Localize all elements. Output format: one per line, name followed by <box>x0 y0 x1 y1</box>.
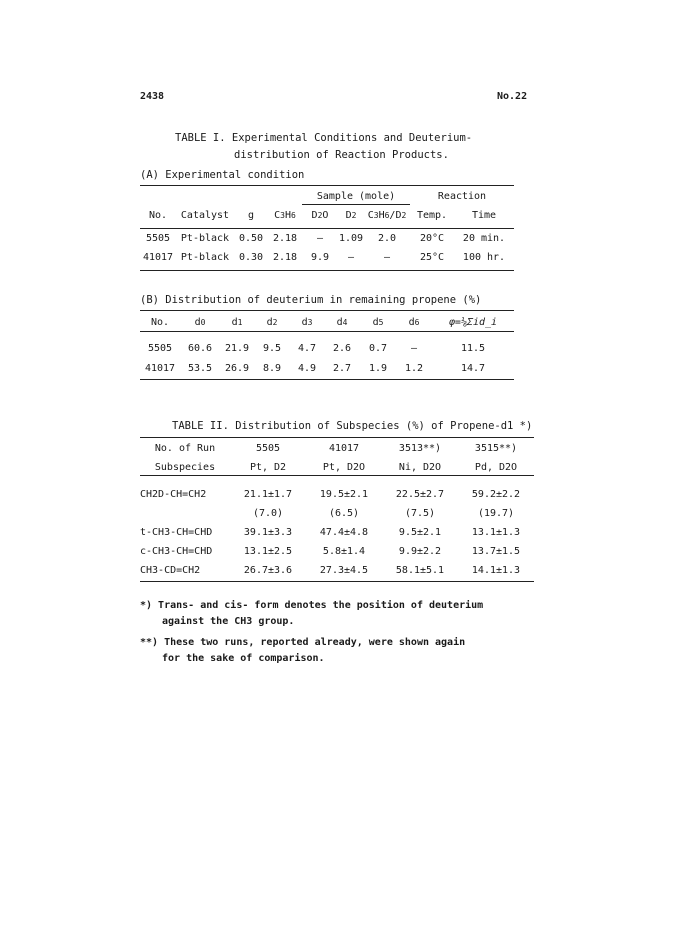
table-b <box>140 312 514 378</box>
col-d0-header: d0 <box>194 316 206 328</box>
cell: (7.0) <box>252 508 284 519</box>
cell: 2.18 <box>272 233 298 244</box>
cell: 1.9 <box>368 362 388 374</box>
table-a-header-row <box>140 206 514 225</box>
cell: 41017 <box>144 362 176 374</box>
cell: 20 min. <box>462 233 506 244</box>
cell: 3513**) <box>398 443 442 454</box>
table-row <box>140 561 534 580</box>
cell: 27.3±4.5 <box>319 565 369 576</box>
cell: 0.30 <box>238 252 264 263</box>
table-b-top-rule <box>140 310 514 311</box>
cell: 21.9 <box>224 342 250 354</box>
col-temp-header: Temp. <box>416 210 448 221</box>
cell: 53.5 <box>187 362 213 374</box>
cell: 11.5 <box>460 342 486 354</box>
reaction-group-header: Reaction <box>437 191 487 202</box>
cell: 1.09 <box>338 233 364 244</box>
run-header: No. of Run <box>154 443 216 454</box>
cell: 9.9±2.2 <box>398 546 442 557</box>
table2-caption: TABLE II. Distribution of Subspecies (%) of Propene-d1 *) <box>172 420 533 432</box>
col-ratio-header: C3H6/D2 <box>367 210 407 221</box>
cell: (6.5) <box>328 508 360 519</box>
cell: 5.8±1.4 <box>322 546 366 557</box>
footnote-2-line2: for the sake of comparison. <box>162 653 325 664</box>
cell: 14.1±1.3 <box>471 565 521 576</box>
section-a-title: (A) Experimental condition <box>140 169 305 181</box>
table-row <box>140 358 514 378</box>
cell: 59.2±2.2 <box>471 489 521 500</box>
table-row <box>140 504 534 523</box>
cell: 5505 <box>147 342 173 354</box>
cell: (19.7) <box>477 508 515 519</box>
table-row <box>140 229 514 248</box>
table-a <box>140 187 514 267</box>
cell: Pt-black <box>180 233 230 244</box>
cell: 26.7±3.6 <box>243 565 293 576</box>
cell: 19.5±2.1 <box>319 489 369 500</box>
table-c <box>140 439 534 580</box>
cell: 21.1±1.7 <box>243 489 293 500</box>
col-d5-header: d5 <box>372 316 384 328</box>
cell: 4.7 <box>297 342 317 354</box>
col-g-header: g <box>247 210 255 221</box>
cell: 13.1±1.3 <box>471 527 521 538</box>
col-d2-header: d2 <box>266 316 278 328</box>
cell: 1.2 <box>404 362 424 374</box>
cell: 41017 <box>142 252 174 263</box>
footnote-1-line2: against the CH3 group. <box>162 616 295 627</box>
table-row <box>140 523 534 542</box>
col-no-header: No. <box>150 316 170 328</box>
cell: 0.50 <box>238 233 264 244</box>
col-d4-header: d4 <box>336 316 348 328</box>
table-row <box>140 485 534 504</box>
table-c-header-row <box>140 439 534 458</box>
table-c-header-row <box>140 458 534 477</box>
cell: 5505 <box>145 233 171 244</box>
cell: 9.9 <box>310 252 330 263</box>
footnote-2-line1: **) These two runs, reported already, were shown again <box>140 637 466 648</box>
species-cell: CH3-CD=CH2 <box>140 565 201 576</box>
cell: 2.0 <box>377 233 397 244</box>
col-c3h6-header: C3H6 <box>274 210 296 221</box>
cell: 47.4±4.8 <box>319 527 369 538</box>
cell: 20°C <box>419 233 445 244</box>
cell: (7.5) <box>404 508 436 519</box>
cell: 60.6 <box>187 342 213 354</box>
cell: 9.5 <box>262 342 282 354</box>
table1-caption-line2: distribution of Reaction Products. <box>234 149 449 161</box>
col-d6-header: d6 <box>408 316 420 328</box>
cell: 100 hr. <box>462 252 506 263</box>
issue-number: No.22 <box>497 91 528 102</box>
table-b-bottom-rule <box>140 379 514 380</box>
cell: 9.5±2.1 <box>398 527 442 538</box>
species-cell: t-CH3-CH=CHD <box>140 527 213 538</box>
table-c-bottom-rule <box>140 581 534 582</box>
table-a-bottom-rule <box>140 270 514 271</box>
col-time-header: Time <box>471 210 497 221</box>
table-a-top-rule <box>140 185 514 186</box>
table-row <box>140 338 514 358</box>
cell: 0.7 <box>368 342 388 354</box>
table-row <box>140 248 514 267</box>
cell: 13.1±2.5 <box>243 546 293 557</box>
cell: 26.9 <box>224 362 250 374</box>
table-a-group-row <box>140 187 514 206</box>
cell: 58.1±5.1 <box>395 565 445 576</box>
page-number: 2438 <box>140 91 165 102</box>
col-d2o-header: D2O <box>311 210 329 221</box>
cell: – <box>383 252 391 263</box>
cell: – <box>347 252 355 263</box>
table-b-header-row <box>140 312 514 332</box>
cell: – <box>316 233 324 244</box>
cell: 25°C <box>419 252 445 263</box>
col-d3-header: d3 <box>301 316 313 328</box>
cell: – <box>410 342 418 354</box>
col-d2-header: D2 <box>345 210 357 221</box>
cell: Ni, D2O <box>398 462 442 473</box>
cell: 2.6 <box>332 342 352 354</box>
cell: 39.1±3.3 <box>243 527 293 538</box>
cell: Pt, D2 <box>249 462 287 473</box>
species-cell: c-CH3-CH=CHD <box>140 546 213 557</box>
cell: 13.7±1.5 <box>471 546 521 557</box>
cell: 14.7 <box>460 362 486 374</box>
footnote-1-line1: *) Trans- and cis- form denotes the position of deuterium <box>140 600 484 611</box>
cell: Pt-black <box>180 252 230 263</box>
cell: 5505 <box>255 443 281 454</box>
col-no-header: No. <box>148 210 168 221</box>
col-phi-header: φ=⅙Σid_i <box>448 316 498 328</box>
cell: 22.5±2.7 <box>395 489 445 500</box>
table-row <box>140 542 534 561</box>
cell: Pt, D2O <box>322 462 366 473</box>
subspecies-header: Subspecies <box>154 462 216 473</box>
cell: 41017 <box>328 443 360 454</box>
cell: 3515**) <box>474 443 518 454</box>
cell: 2.7 <box>332 362 352 374</box>
cell: Pd, D2O <box>474 462 518 473</box>
col-catalyst-header: Catalyst <box>180 210 230 221</box>
table-c-top-rule <box>140 437 534 438</box>
species-cell: CH2D-CH=CH2 <box>140 489 207 500</box>
col-d1-header: d1 <box>231 316 243 328</box>
section-b-title: (B) Distribution of deuterium in remaining propene (%) <box>140 294 482 306</box>
cell: 8.9 <box>262 362 282 374</box>
cell: 2.18 <box>272 252 298 263</box>
cell: 4.9 <box>297 362 317 374</box>
sample-group-header: Sample (mole) <box>316 191 396 202</box>
table1-caption-line1: TABLE I. Experimental Conditions and Deuterium- <box>175 132 473 144</box>
